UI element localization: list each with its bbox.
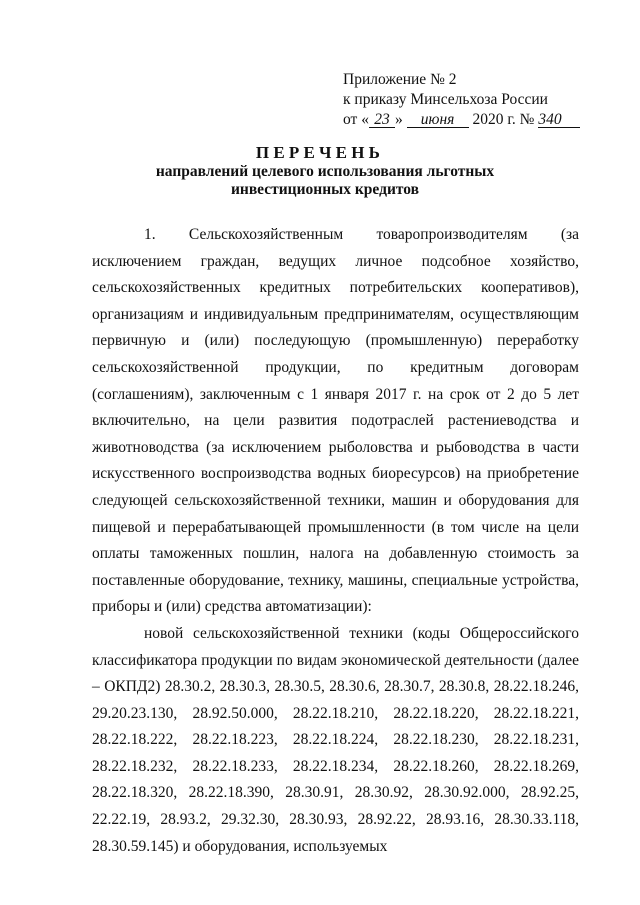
handwritten-order-number: 340: [538, 112, 580, 128]
document-body: [92, 222, 579, 860]
document-subtitle: направлений целевого использования льготных инвестиционных кредитов: [155, 163, 495, 198]
handwritten-month: июня: [407, 112, 469, 128]
appendix-header: [343, 70, 580, 130]
appendix-number: Приложение № 2: [343, 71, 457, 88]
document-title: ПЕРЕЧЕНЬ: [255, 143, 385, 162]
paragraph-2: новой сельскохозяйственной техники (коды Общероссийского классификатора продукции по видам экономической деятельности (далее – ОКПД2) 28.30.2, 28.30.3, 28.30.5, 28.30.6, 28.30.7, 28.30.8, 28.22.18.246, 29.20.23.130, 28.92.50.000, 28.22.18.210, 28.22.18.220, 28.22.18.221, 28.22.18.222, 28.22.18.223, 28.22.18.224, 28.22.18.230, 28.22.18.231, 28.22.18.232, 28.22.18.233, 28.22.18.234, 28.22.18.260, 28.22.18.269, 28.22.18.320, 28.22.18.390, 28.30.91, 28.30.92, 28.30.92.000, 28.92.25, 22.22.19, 28.93.2, 29.32.30, 28.30.93, 28.92.22, 28.93.16, 28.30.33.118, 28.30.59.145) и оборудования, используемых: [92, 624, 579, 855]
appendix-order-reference: к приказу Минсельхоза России: [343, 91, 548, 108]
date-prefix: от «: [343, 111, 369, 128]
handwritten-day: 23: [369, 112, 395, 128]
appendix-order-date: [343, 110, 580, 130]
date-year: 2020 г. №: [472, 111, 535, 128]
paragraph-1: 1. Сельскохозяйственным товаропроизводителям (за исключением граждан, ведущих личное подсобное хозяйство, сельскохозяйственных кредитных потребительских кооперативов), организациям и индивидуальным предпринимателям, осуществляющим первичную и (или) последующую (промышленную) переработку сельскохозяйственной продукции, по кредитным договорам (соглашениям), заключенным с 1 января 2017 г. на срок от 2 до 5 лет включительно, на цели развития подотраслей растениеводства и животноводства (за исключением рыболовства и рыбоводства в части искусственного воспроизводства водных биоресурсов) на приобретение следующей сельскохозяйственной техники, машин и оборудования для пищевой и перерабатывающей промышленности (в том числе на цели оплаты таможенных пошлин, налога на добавленную стоимость за поставленные оборудование, технику, машины, специальные устройства, приборы и (или) средства автоматизации):: [92, 226, 579, 616]
date-mid: »: [394, 111, 403, 128]
